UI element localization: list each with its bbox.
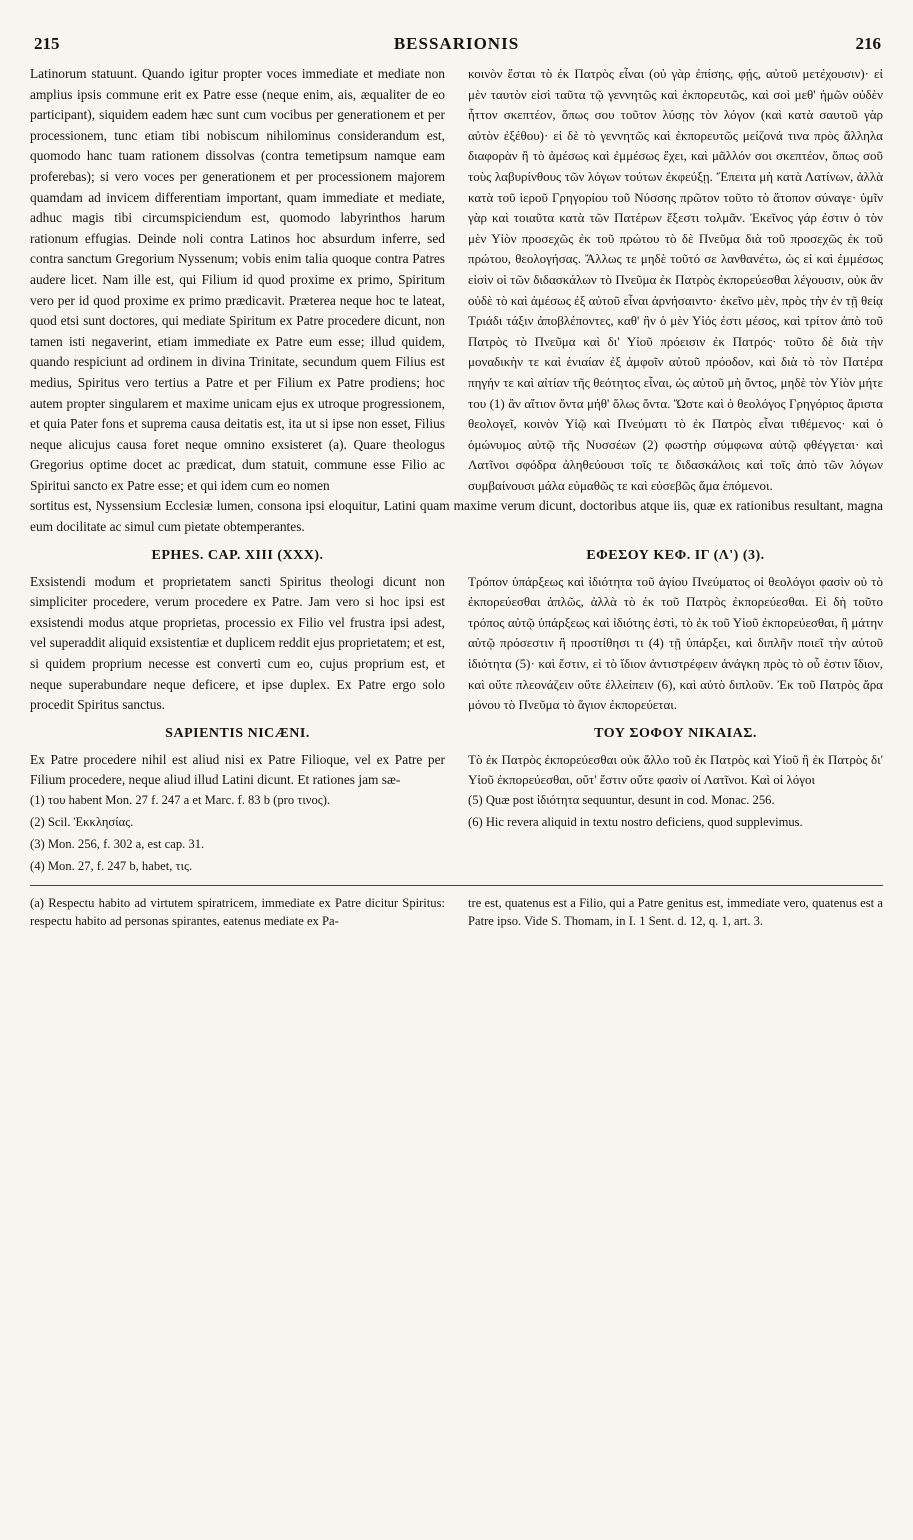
top-columns [30, 64, 883, 496]
latin-paragraph: Latinorum statuunt. Quando igitur propter voces immediate et mediate non amplius ipsis commune erit ex Patre esse (neque enim, ais, æqualiter de eo participant), siquidem eadem hæc sunt cum vocibus per generationem et per processionem, tunc etiam tibi nobiscum nihilominus considerandum est, quomodo hanc tuam rationem dissolvas (contra temetipsum namque eam proferebas); si vero voces per generationem et per processionem majorem quamdam ad invicem differentiam important, quam immediate et mediate, adhuc magis tibi circumspiciendum est, quomodo labyrinthos harum rationum effugias. Deinde noli contra Latinos hoc absurdum inferre, sed contra sanctum Gregorium Nyssenum; vobis enim talia quoque contra Patres audere licet. Nam ille est, qui Filium id quod proxime ex primo, Spiritum vero per id quod proxime ex primo prædicavit. Præterea neque hoc te lateat, quod etsi sunt doctores, qui mediate Spiritum ex Patre procedere dicunt, non tamen isti negaverint, etiam immediate ex Patre eum esse; illud quidem, quando respiciunt ad ordinem in divina Trinitate, secundum quem Filius est medius, Spiritus vero tertius a Patre et per Filium ex Patre prodiens; hoc autem propter singularem et maxime unicam ejus ex utroque progressionem, et quia Pater fons et suprema causa deitatis est, ita ut si ipse non esset, Filius neque alicujus causa foret neque omnino exsisteret (a). Quare theologus Gregorius optime docet ac prædicat, dum statuit, commune esse Filio ac Spiritui sancto ex Patre esse; et qui idem cum eo nomen [30, 66, 445, 493]
latin-continuation: sortitus est, Nyssensium Ecclesiæ lumen, consona ipsi eloquitur, Latini quam maxime verum dicunt, doctoribus atque iis, quæ ex rationibus resultant, magna eum docilitate ac simul cum pietate obtemperantes. [30, 498, 883, 535]
note: (4) Mon. 27, f. 247 b, habet, τις. [30, 859, 193, 873]
page-number-left: 215 [34, 34, 60, 53]
latin-column [30, 716, 445, 791]
note: (5) Quæ post ἰδιότητα sequuntur, desunt in cod. Monac. 256. [468, 793, 775, 807]
greek-column [468, 64, 883, 496]
latin-column [30, 64, 445, 496]
section-nicaeni [30, 716, 883, 791]
latin-column [30, 538, 445, 716]
section-ephes [30, 538, 883, 716]
latin-paragraph: Exsistendi modum et proprietatem sancti Spiritus theologi dicunt non simpliciter procedere, verum procedere ex Patre. Jam vero si hoc ipsi est exsistendi modus atque proprietas, processio ex Filio vel frustra ipsi adest, vel superaddit aliquid exsistentiæ et duplicem reddit ejus proprietatem; et est, si quidem proprium necesse est converti cum eo, cujus proprium est, et neque superabundare neque deficere, et ipse duplex. Ex Patre ergo solo procedit Spiritus sanctus. [30, 573, 445, 713]
footnote-divider [30, 885, 883, 886]
section-heading: EPHES. CAP. XIII (XXX). [151, 547, 324, 563]
page-title: BESSARIONIS [393, 34, 520, 53]
section-heading: ΕΦΕΣΟΥ ΚΕΦ. ΙΓ (Λ') (3). [586, 547, 765, 563]
footnote-a [30, 894, 883, 930]
notes-left [30, 791, 445, 875]
greek-column [468, 716, 883, 791]
notes-right [468, 791, 883, 875]
footnote-text: tre est, quatenus est a Filio, qui a Patre genitus est, immediate vero, quatenus est a Patre ipso. Vide S. Thomam, in I. 1 Sent. d. 12, q. 1, art. 3. [468, 896, 883, 928]
greek-paragraph: Τρόπον ὑπάρξεως καὶ ἰδιότητα τοῦ ἁγίου Πνεύματος οἱ θεολόγοι φασὶν οὐ τὸ ἐκπορεύεσθαι ἁπλῶς, ἀλλὰ τὸ ἐκ τοῦ Πατρὸς ἐκπορεύεσθαι. Εἰ δὴ τοῦτο τρόπος αὐτῷ ὑπάρξεως καὶ ἰδιότης ἐστὶ, τὸ ἐκ τοῦ Υἱοῦ ἐκπορεύεσθαι, ἢ μάτην αὐτῷ πρόσεστιν ἢ προστίθησι τι (4) τῇ ὑπάρξει, καὶ διπλῆν ποιεῖ τὴν αὐτοῦ ἰδιότητα (5)· καὶ ἔστιν, εἰ τὸ ἴδιον ἀντιστρέφειν ἀνάγκη πρὸς τὸ οὗ ἐστιν ἴδιον, καὶ οὔτε πλεονάζειν οὔτε ἐλλείπειν (6), καὶ αὐτὸ διπλοῦν. Ἐκ τοῦ Πατρὸς ἄρα μόνου τὸ Πνεῦμα τὸ ἅγιον ἐκπορεύεται. [468, 573, 883, 713]
note: (6) Hic revera aliquid in textu nostro deficiens, quod supplevimus. [468, 815, 803, 829]
latin-paragraph: Ex Patre procedere nihil est aliud nisi ex Patre Filioque, vel ex Patre per Filium procedere, neque aliud illud Latini dicunt. Et rationes jam sæ- [30, 751, 445, 788]
page-number-right: 216 [855, 34, 881, 53]
note: (2) Scil. Ἐκκλησίας. [30, 815, 134, 829]
note: (1) του habent Mon. 27 f. 247 a et Marc. f. 83 b (pro τινος). [30, 793, 331, 807]
footnote-text: (a) Respectu habito ad virtutem spiratricem, immediate ex Patre dicitur Spiritus: respectu habito ad personas spirantes, eatenus mediate ex Pa- [30, 896, 445, 928]
book-page [30, 30, 883, 1520]
greek-paragraph: Τὸ ἐκ Πατρὸς ἐκπορεύεσθαι οὐκ ἄλλο τοῦ ἐκ Πατρὸς καὶ Υἱοῦ ἢ ἐκ Πατρὸς δι' Υἱοῦ ἐκπορεύεσθαι, οὔτ' ἔστιν οὔτε φασὶν οἱ Λατῖνοι. Καὶ οἱ λόγοι [468, 751, 883, 788]
apparatus-notes [30, 791, 883, 875]
footnote-right [468, 894, 883, 930]
note: (3) Mon. 256, f. 302 a, est cap. 31. [30, 837, 205, 851]
section-heading: SAPIENTIS NICÆNI. [165, 725, 310, 741]
running-header [30, 30, 883, 64]
greek-paragraph: κοινὸν ἔσται τὸ ἐκ Πατρὸς εἶναι (οὐ γὰρ ἐπίσης, φῄς, αὐτοῦ μετέχουσιν)· εἰ μὲν ταυτὸν εἰσὶ ταῦτα τῷ γεννητῶς καὶ ἐκπορευτῶς, καὶ σοὶ μεθ' ἡμῶν οὐδὲν ἧττον σκεπτέον, ὅπως σου τοῦτον λύσῃς τὸν λόγον (καὶ κατὰ σαυτοῦ γὰρ αὐτὸν ἐξέθου)· εἰ δὲ τὸ γεννητῶς καὶ ἐκπορευτῶς μείζονά τινα πρὸς ἄλληλα διαφορὰν ἢ τὸ ἀμέσως καὶ ἐμμέσως ἔχει, καὶ μᾶλλόν σοι σκεπτέον, ὅπως σοῦ τοὺς λαβυρίνθους τῶν λόγων τούτων ἐκφεύξῃ. Ἔπειτα μὴ κατὰ Λατίνων, ἀλλὰ κατὰ τοῦ ἱεροῦ Γρηγορίου τοῦ Νύσσης πρῶτον τοῦτο τὸ ἄτοπον σύναγε· ὑμῖν γὰρ καὶ τοιαῦτα κατὰ τῶν Πατέρων ἔξεστι τολμᾶν. Ἐκεῖνος γάρ ἐστιν ὁ τὸν μὲν Υἱὸν προσεχῶς ἐκ τοῦ πρώτου τὸ δὲ Πνεῦμα διὰ τοῦ προσεχῶς ἐκ τοῦ πρώτου, θεολογήσας. Ἄλλως τε μηδὲ τοῦτό σε λανθανέτω, ὡς εἰ καὶ ἐμμέσως εἰσὶν οἱ τῶν διδασκάλων τὸ Πνεῦμα ἐκ Πατρὸς ἐκπορεύεσθαι λέγουσιν, οὐκ ἂν οὐδὲ τὸ καὶ ἀμέσως ἐξ αὐτοῦ εἶναι ἀρνήσαιντο· ἐκεῖνο μὲν, πρὸς τὴν ἐν τῇ θείᾳ Τριάδι τάξιν ἀποβλέποντες, καθ' ἣν ὁ μὲν Υἱός ἐστι μέσος, καὶ τρίτον ἀπὸ τοῦ Πατρὸς τὸ Πνεῦμα καὶ δι' Υἱοῦ πρόεισιν ἐκ Πατρός· τοῦτο δὲ διὰ τὴν μοναδικὴν τε καὶ ἑνιαίαν ἐξ ἀμφοῖν αὐτοῦ πρόοδον, καὶ διὰ τὸ τὸν Πατέρα πηγήν τε καὶ αἰτίαν τῆς θεότητος εἶναι, ὡς αὐτοῦ μὴ ὄντος, μηδὲ τὸν Υἱὸν μήτε του (1) ἂν αἴτιον ὄντα μήθ' ὅλως ὄντα. Ὥστε καὶ ὁ θεολόγος Γρηγόριος ἄριστα θεολογεῖ, κοινὸν Υἱῷ καὶ Πνεύματι τὸ ἐκ Πατρὸς εἶναι τιθέμενος· καὶ ὁ ὁμώνυμος αὐτῷ τῆς Νυσσέων (2) φωστὴρ σύμφωνα αὐτῷ φθέγγεται· καὶ Λατῖνοι σφόδρα ἀληθεύουσι τοῖς τε διδασκάλοις καὶ τοῖς ἀπὸ τῶν λόγων συμβαίνουσι μάλα εὐμαθῶς τε καὶ εὐσεβῶς ἅμα ἑπόμενοι. [468, 66, 883, 493]
greek-column [468, 538, 883, 716]
section-heading: ΤΟΥ ΣΟΦΟΥ ΝΙΚΑΙΑΣ. [594, 725, 757, 741]
footnote-left [30, 894, 445, 930]
